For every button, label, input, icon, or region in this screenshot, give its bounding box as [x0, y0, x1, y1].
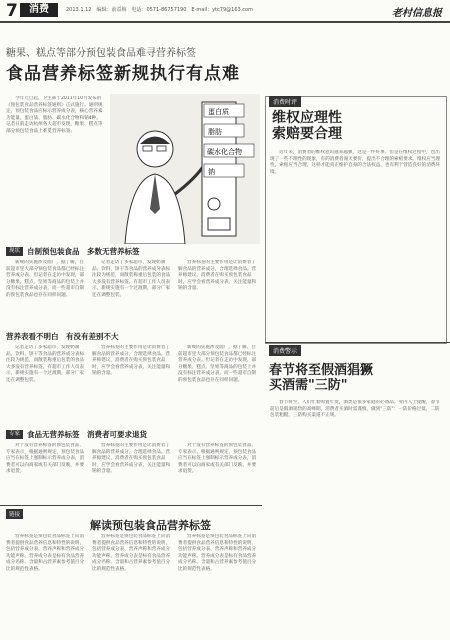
paragraph: 营养标签的主要作用是让消费者了解食品的营养成分，合理选择食品。营养师建议，消费者在购买预包装食品时，应学会看营养成分表，关注能量和钠的含量。	[92, 443, 171, 475]
label-protein: 蛋白质	[208, 108, 229, 116]
divider	[265, 342, 450, 343]
paragraph: 近年来，消费者的维权意识越来越强，这是一件好事。但是在维权过程中，也出现了一些不理性的现象，有的消费者漫天要价，提出不合理的索赔要求。维权应当理性，索赔应当合理，这样才能真正维护自身的合法权益，也有利于营造良好的消费环境。	[270, 150, 440, 175]
section-label: 消费	[20, 3, 58, 17]
section-title: 食品无营养标签 消费者可要求退货	[27, 430, 148, 439]
divider	[0, 505, 262, 506]
paragraph: 营养标签是预包装食品标签上向消费者提供食品营养信息和特性的说明，包括营养成分表、营养声称和营养成分功能声称。营养成分表是标有食品营养成分名称、含量和占营养素参考值百分比的规范性表格。	[6, 534, 85, 572]
paragraph: 新规的实施涉及面广，据了解，目前超市里大部分预包装食品都已经标注营养成分表。但记者在走访中发现，部分糖果、糕点、坚果等商品的包装上并没有标注营养成分表，而一些超市自制的预包装食品也存在同样问题。	[6, 260, 85, 298]
article-col2	[92, 260, 172, 326]
article-col6	[178, 345, 260, 423]
header-rule	[0, 21, 450, 23]
article-subhead: 糖果、糕点等部分预包装食品难寻营养标签	[6, 48, 196, 59]
page-header	[0, 0, 450, 20]
header-meta: 2013.1.12 编辑：俞益梅 电话：0571-86757190 E-mail：ytc79@163.com	[66, 7, 253, 13]
paragraph: 新规的实施涉及面广，据了解，目前超市里大部分预包装食品都已经标注营养成分表。但记者在走访中发现，部分糖果、糕点、坚果等商品的包装上并没有标注营养成分表，而一些超市自制的预包装食品也存在同样问题。	[178, 345, 257, 383]
paragraph: 记者走访了多家超市，发现奶制品、饮料、饼干等食品的营养成分表标注较为规范，而散装称重后包装的食品大多没有营养标签。有超市工作人员表示，新规实施有一个过渡期，部分厂家还在调整包装。	[92, 260, 171, 298]
paragraph: 对于没有营养标签的预包装食品，专家表示，根据通则规定，预包装食品应当在标签上强制标示营养成分表，消费者可以向商家或有关部门反映，并要求退货。	[6, 443, 85, 475]
bottom-col1	[6, 534, 86, 634]
warning-text	[270, 400, 442, 632]
section-status	[6, 246, 140, 257]
newspaper-name: 老村信息报	[392, 8, 442, 19]
bottom-col3	[178, 534, 260, 634]
article-col9	[178, 443, 260, 501]
section-expert	[6, 429, 147, 440]
paragraph: 营养标签的主要作用是让消费者了解食品的营养成分，合理选择食品。营养师建议，消费者在购买预包装食品时，应学会看营养成分表，关注能量和钠的含量。	[92, 345, 171, 377]
article-col7	[6, 443, 86, 501]
warning-title-line: 买酒需"三防"	[269, 378, 348, 393]
section-title: 自制预包装食品 多数无营养标签	[27, 247, 140, 256]
paragraph: 对于没有营养标签的预包装食品，专家表示，根据通则规定，预包装食品应当在标签上强制标示营养成分表，消费者可以向商家或有关部门反映，并要求退货。	[178, 443, 257, 475]
section-nutrition-table	[6, 331, 119, 342]
lead-paragraph: 今年元旦起，卫生部于2011年10月发布的《预包装食品营养标签通则》正式施行。通则规定，预包装食品应标示营养成分表，核心营养素为能量、蛋白质、脂肪、碳水化合物和钠4种。记者日前走访杭州各大超市发现，糖果、糕点等部分预包装食品上难觅营养标签。	[6, 96, 103, 134]
illustration	[110, 94, 260, 244]
section-title: 营养表看不明白 有没有差别不大	[6, 332, 119, 341]
bottom-tag: 链接	[6, 509, 23, 519]
label-fat: 脂肪	[208, 128, 222, 136]
article-col5	[92, 345, 172, 423]
bottom-title: 解读预包装食品营养标签	[90, 519, 211, 532]
paragraph: 记者走访了多家超市，发现奶制品、饮料、饼干等食品的营养成分表标注较为规范，而散装称重后包装的食品大多没有营养标签。有超市工作人员表示，新规实施有一个过渡期，部分厂家还在调整包装。	[6, 345, 85, 383]
article-headline: 食品营养标签新规执行有点难	[6, 64, 240, 84]
warning-title	[269, 363, 373, 393]
warning-title-line: 春节将至假酒猖獗	[269, 363, 374, 378]
article-col4	[6, 345, 86, 423]
sidebar-title-line: 维权应理性	[272, 110, 342, 126]
section-tag: 现状	[6, 247, 23, 256]
sidebar-title-line: 索赔要合理	[272, 126, 342, 142]
paragraph: 营养标签的主要作用是让消费者了解食品的营养成分，合理选择食品。营养师建议，消费者在购买预包装食品时，应学会看营养成分表，关注能量和钠的含量。	[178, 260, 257, 292]
sidebar-title	[272, 110, 342, 142]
section-tag: 专家	[6, 430, 23, 439]
warning-tag: 消费警示	[269, 345, 301, 356]
bottom-col2	[92, 534, 172, 634]
sidebar-tag: 消费时评	[269, 96, 301, 107]
sidebar-text	[270, 150, 440, 338]
article-col3	[178, 260, 260, 326]
article-lead	[6, 96, 104, 241]
article-col8	[92, 443, 172, 501]
label-carbohydrate: 碳水化合物	[207, 148, 242, 156]
paragraph: 营养标签是预包装食品标签上向消费者提供食品营养信息和特性的说明，包括营养成分表、营养声称和营养成分功能声称。营养成分表是标有食品营养成分名称、含量和占营养素参考值百分比的规范性表格。	[92, 534, 171, 572]
label-sodium: 钠	[208, 168, 215, 176]
paragraph: 春节将至，人们忙着购置年货，酒类是很多家庭的必备品。业内人士提醒，春节前后是假酒销售的高峰期，消费者买酒时需谨慎，做到"三防"：一防价格过低，二防包装粗糙，三防购买渠道不正规。	[270, 400, 440, 419]
article-col1	[6, 260, 86, 326]
page-number: 7	[6, 1, 18, 21]
paragraph: 营养标签是预包装食品标签上向消费者提供食品营养信息和特性的说明，包括营养成分表、营养声称和营养成分功能声称。营养成分表是标有食品营养成分名称、含量和占营养素参考值百分比的规范性表格。	[178, 534, 257, 572]
